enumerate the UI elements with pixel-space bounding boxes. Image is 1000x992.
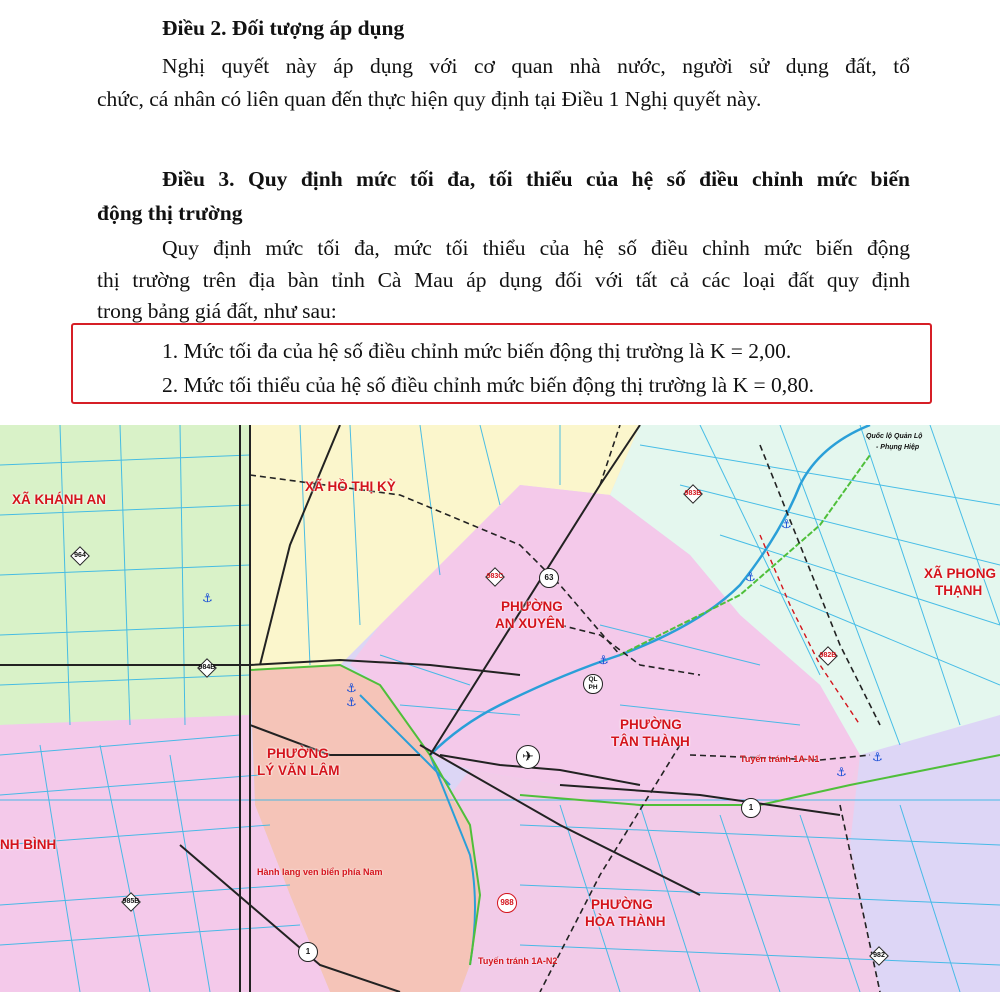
land-map xyxy=(0,425,1000,992)
route-badge-63: 63 xyxy=(539,568,559,588)
port-anchor-icon: ⚓ xyxy=(202,591,213,605)
area-label-hoa-thanh-2: HÒA THÀNH xyxy=(585,914,666,929)
port-anchor-icon: ⚓ xyxy=(781,517,792,531)
route-label-964: 964 xyxy=(74,552,86,559)
port-anchor-icon: ⚓ xyxy=(872,750,883,764)
area-label-hoa-thanh-1: PHƯỜNG xyxy=(591,897,653,912)
route-badge-1-south: 1 xyxy=(298,942,318,962)
route-label-985b: 985B xyxy=(122,898,140,905)
port-anchor-icon: ⚓ xyxy=(745,570,756,584)
road-label-quoc-lo-1: Quốc lộ Quản Lộ xyxy=(866,433,923,440)
airport-icon: ✈ xyxy=(516,745,540,769)
legal-document xyxy=(0,0,1000,425)
route-label-983b: 983B xyxy=(684,490,702,497)
article-3-text-line-2: thị trường trên địa bàn tỉnh Cà Mau áp dụng đối với tất cả các loại đất quy định xyxy=(97,268,910,292)
port-anchor-icon: ⚓ xyxy=(346,695,357,709)
article-2-text-line-2: chức, cá nhân có liên quan đến thực hiện quy định tại Điều 1 Nghị quyết này. xyxy=(97,87,762,111)
route-label-982b: 982B xyxy=(819,652,837,659)
area-label-binh-partial: NH BÌNH xyxy=(0,837,57,852)
area-label-an-xuyen-2: AN XUYÊN xyxy=(495,616,565,631)
area-label-ly-van-lam-1: PHƯỜNG xyxy=(267,746,329,761)
road-label-tuyen-tranh-n1: Tuyến tránh 1A-N1 xyxy=(740,754,820,764)
port-anchor-icon: ⚓ xyxy=(346,681,357,695)
article-3-text-line-3: trong bảng giá đất, như sau: xyxy=(97,299,337,323)
road-label-hanh-lang: Hành lang ven biển phía Nam xyxy=(257,867,383,877)
area-label-ly-van-lam-2: LÝ VĂN LÂM xyxy=(257,763,340,778)
article-3-item-2: 2. Mức tối thiểu của hệ số điều chỉnh mức biến động thị trường là K = 0,80. xyxy=(162,373,814,397)
area-label-phong-thanh-1: XÃ PHONG xyxy=(924,566,997,581)
route-label-983c: 983C xyxy=(486,573,504,580)
area-label-ho-thi-ky: XÃ HỒ THỊ KỲ xyxy=(305,479,396,494)
port-anchor-icon: ⚓ xyxy=(836,765,847,779)
article-2-text-line-1: Nghị quyết này áp dụng với cơ quan nhà nước, người sử dụng đất, tổ xyxy=(162,54,910,78)
article-3-text-line-1: Quy định mức tối đa, mức tối thiểu của hệ số điều chỉnh mức biến động xyxy=(162,236,910,260)
road-label-tuyen-tranh-n2: Tuyến tránh 1A-N2 xyxy=(478,956,558,966)
article-2-heading: Điều 2. Đối tượng áp dụng xyxy=(162,16,405,40)
article-3-heading-line-1: Điều 3. Quy định mức tối đa, tối thiểu của hệ số điều chỉnh mức biến xyxy=(162,167,910,191)
route-badge-1-east: 1 xyxy=(741,798,761,818)
area-label-tan-thanh-2: TÂN THÀNH xyxy=(611,734,690,749)
road-label-quoc-lo-2: - Phụng Hiệp xyxy=(876,444,920,451)
area-label-an-xuyen-1: PHƯỜNG xyxy=(501,599,563,614)
article-3-heading-line-2: động thị trường xyxy=(97,201,243,225)
route-badge-ql-ph: QL PH xyxy=(583,674,603,694)
area-label-tan-thanh-1: PHƯỜNG xyxy=(620,717,682,732)
route-label-984b: 984B xyxy=(198,664,216,671)
area-label-khanh-an: XÃ KHÁNH AN xyxy=(12,492,106,507)
port-anchor-icon: ⚓ xyxy=(598,653,609,667)
route-badge-988: 988 xyxy=(497,893,517,913)
area-label-phong-thanh-2: THẠNH xyxy=(935,583,983,598)
article-3-item-1: 1. Mức tối đa của hệ số điều chỉnh mức biến động thị trường là K = 2,00. xyxy=(162,339,792,363)
route-label-982: 982 xyxy=(873,952,885,959)
